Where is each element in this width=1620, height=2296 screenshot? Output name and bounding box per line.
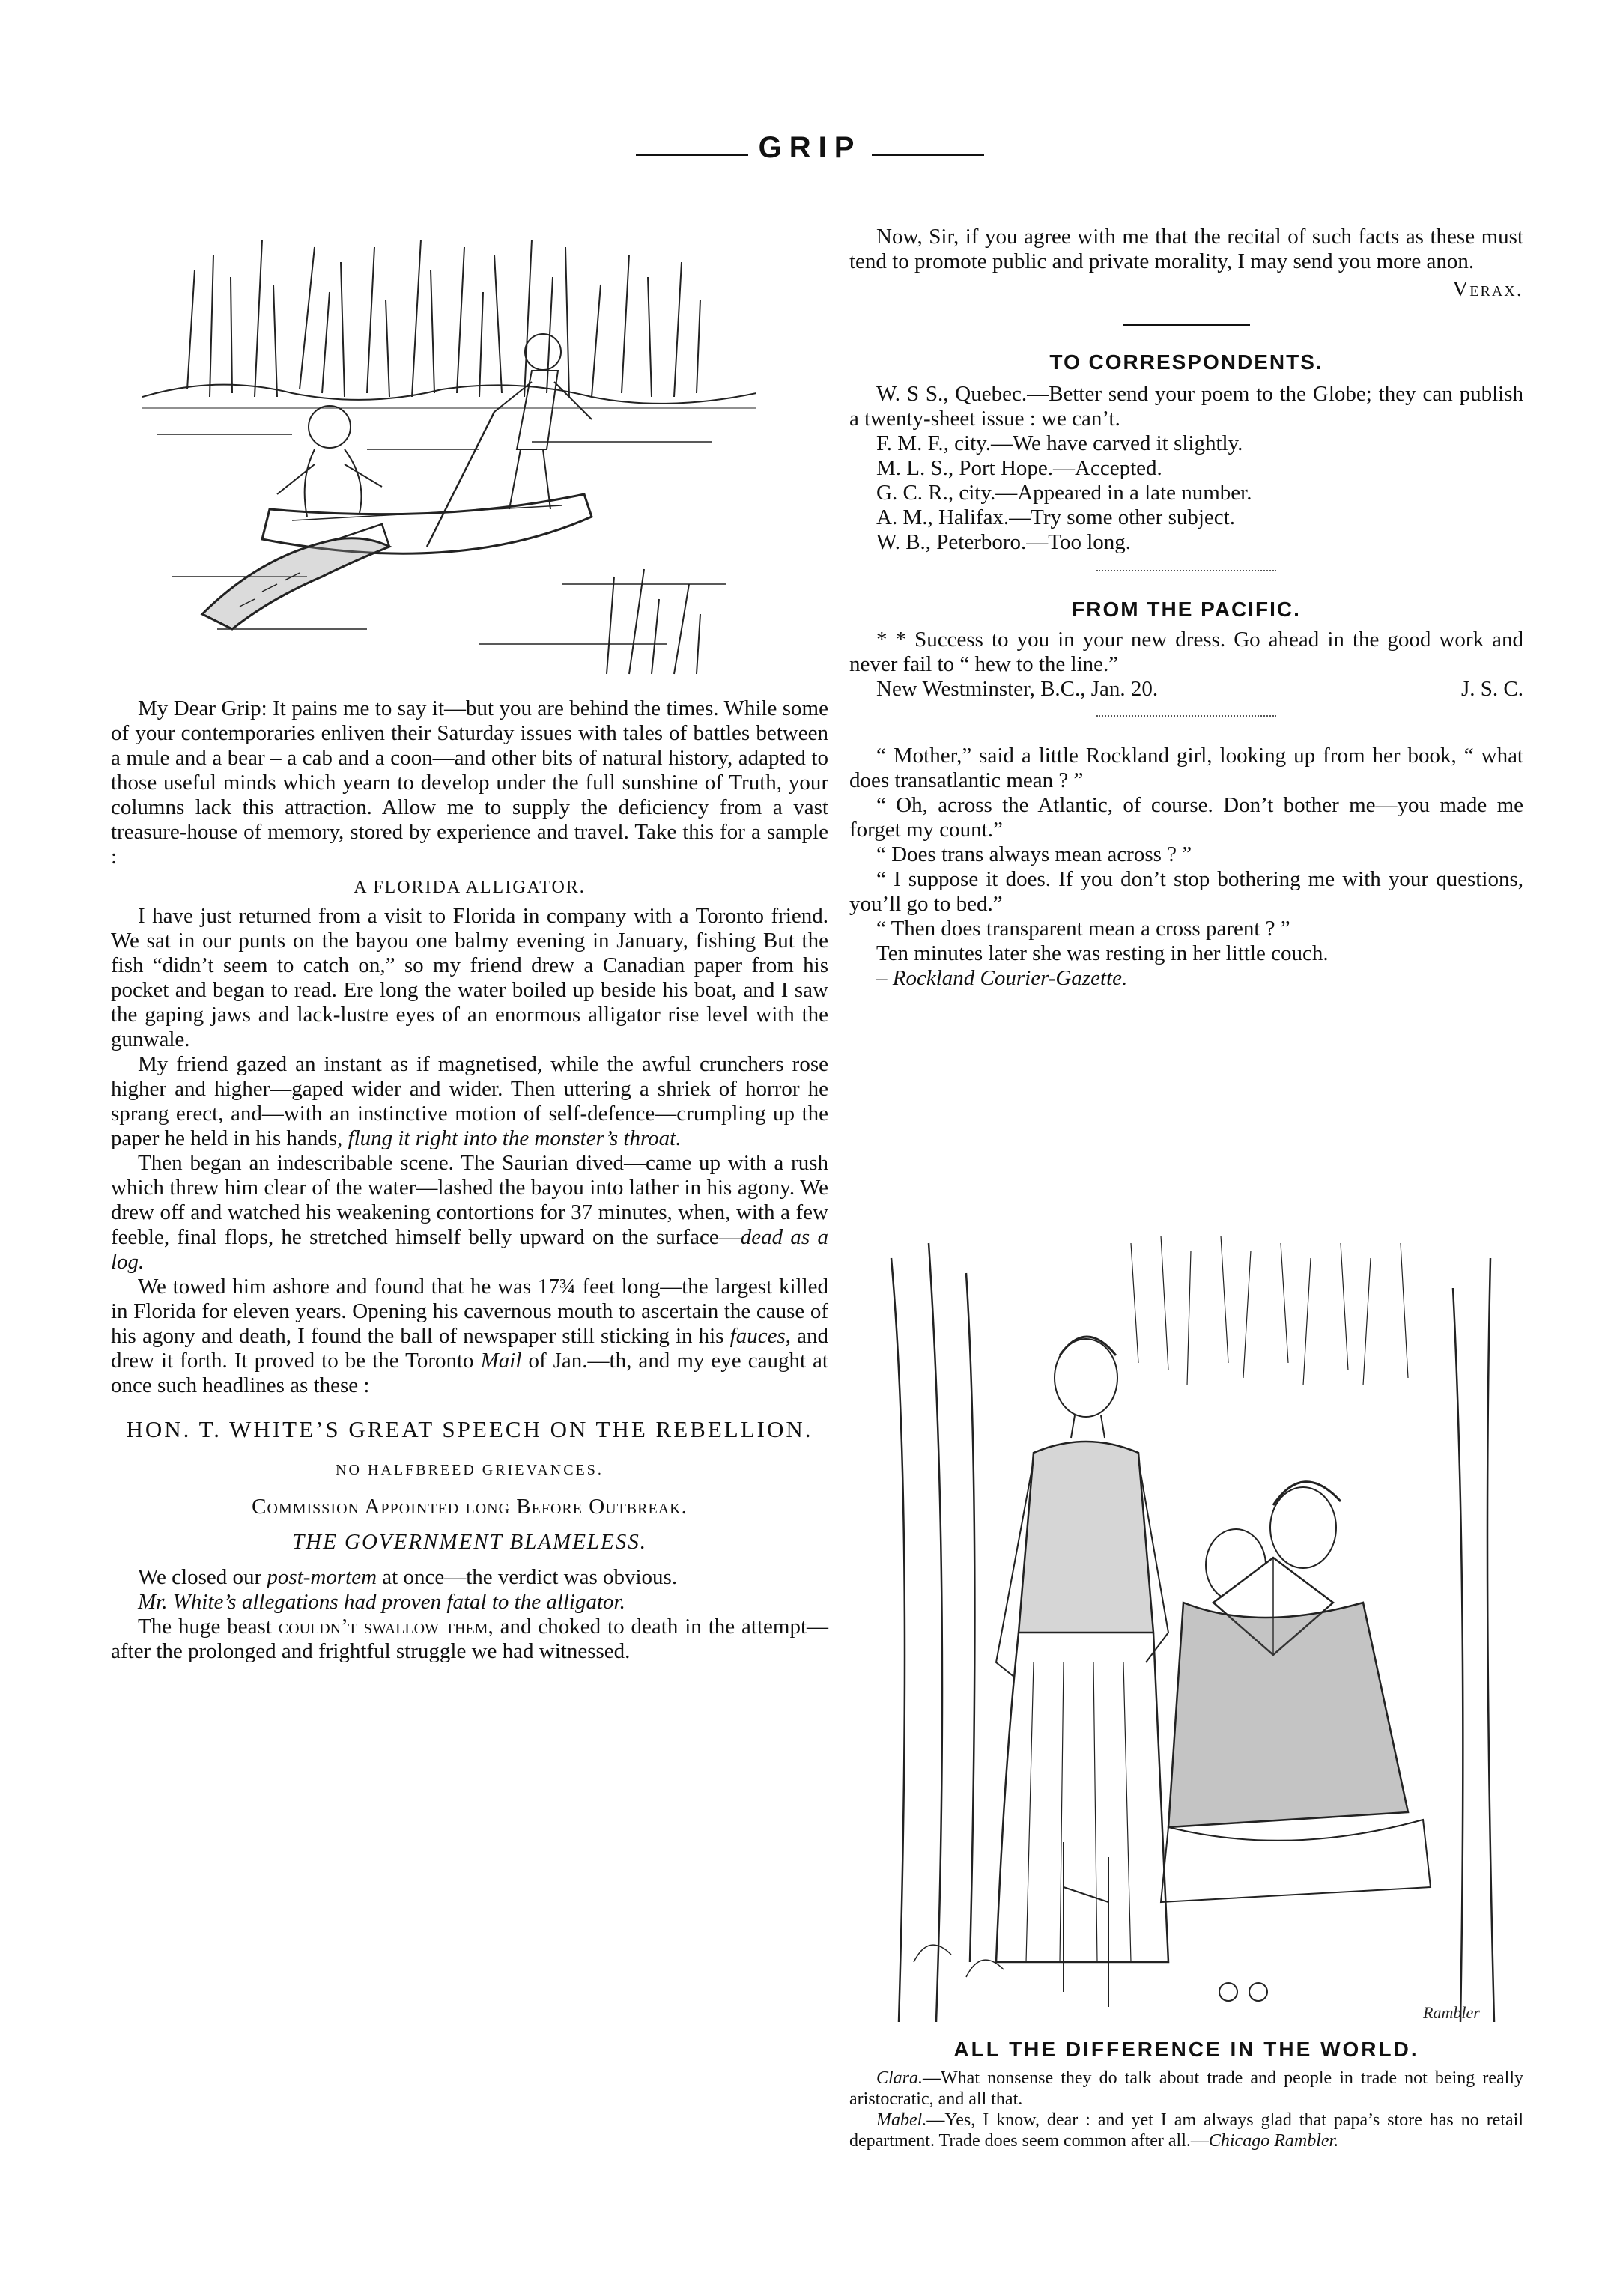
right-column — [849, 225, 1523, 991]
headline-4: THE GOVERNMENT BLAMELESS. — [292, 1530, 647, 1554]
mabel-source: Chicago Rambler. — [1208, 2131, 1339, 2151]
alligator-subhead: A FLORIDA ALLIGATOR. — [354, 878, 586, 897]
paragraph-5 — [111, 1565, 828, 1590]
paragraph-7-smallcaps: couldn’t swallow them — [278, 1615, 488, 1639]
paragraph-5-italic: post-mortem — [267, 1565, 377, 1589]
women-reading-illustration — [884, 1213, 1505, 2029]
paragraph-3-text: Then began an indescribable scene. The Saurian dived—came up with a rush which threw him clear of the water—lashed the bayou into lather in his agony. We drew off and watched his weakening contortions for 37 minutes, when, with a few feeble, final flops, he stretched himself belly upward on the surface— — [111, 1151, 828, 1249]
headline-1: HON. T. WHITE’S GREAT SPEECH ON THE REBELLION. — [126, 1416, 813, 1442]
paragraph-4-italic-mail: Mail — [480, 1349, 522, 1373]
masthead-rule-left — [636, 154, 748, 156]
pacific-heading: FROM THE PACIFIC. — [1072, 598, 1301, 621]
paragraph-4-mid: , and drew it forth. It proved to be the Toronto — [111, 1324, 829, 1373]
mother-3: “ Does trans always mean across ? ” — [876, 842, 1192, 866]
mother-1: “ Mother,” said a little Rockland girl, looking up from her book, “ what does transatlantic mean ? ” — [849, 744, 1523, 792]
mother-5: “ Then does transparent mean a cross parent ? ” — [876, 917, 1290, 941]
correspondents-heading: TO CORRESPONDENTS. — [1049, 350, 1323, 374]
correspondent-1: W. S S., Quebec.—Better send your poem to the Globe; they can publish a twenty-sheet issue : we can’t. — [849, 382, 1523, 431]
correspondent-5: A. M., Halifax.—Try some other subject. — [876, 505, 1235, 529]
paragraph-4 — [111, 1275, 828, 1398]
paragraph-2-italic: flung it right into the monster’s throat. — [348, 1126, 682, 1150]
letter-intro: My Dear Grip: It pains me to say it—but you are behind the times. While some of your contemporaries enliven their Saturday issues with tales of battles between a mule and a bear – a cab and a coon—and other bits of natural history, adapted to those useful minds which yearn to develop under the full sunshine of Truth, your columns lack this attraction. Allow me to supply the deficiency from a vast treasure-house of memory, stored by experience and travel. Take this for a sample : — [111, 696, 828, 869]
divider-3 — [1096, 715, 1276, 717]
correspondent-6: W. B., Peterboro.—Too long. — [876, 530, 1132, 554]
paragraph-5-end: at once—the verdict was obvious. — [382, 1565, 678, 1589]
paragraph-7-text: The huge beast — [138, 1615, 272, 1639]
divider-2 — [1096, 570, 1276, 571]
pacific-text: * * Success to you in your new dress. Go ahead in the good work and never fail to “ hew to the line.” — [849, 628, 1523, 676]
illustration-caption: ALL THE DIFFERENCE IN THE WORLD. — [953, 2038, 1419, 2061]
correspondent-2: F. M. F., city.—We have carved it slightly. — [876, 431, 1243, 455]
correspondent-3: M. L. S., Port Hope.—Accepted. — [876, 456, 1162, 480]
caption-block — [849, 2037, 1523, 2151]
masthead-title: GRIP — [758, 131, 862, 164]
paragraph-7-end: , and choked to death in the attempt—after the prolonged and frightful struggle we had witnessed. — [111, 1615, 829, 1663]
paragraph-5-text: We closed our — [138, 1565, 262, 1589]
paragraph-2-text: My friend gazed an instant as if magnetised, while the awful crunchers rose higher and higher—gaped wider and wider. Then uttering a shriek of horror he sprang erect, and—with an instinctive motion of self-defence—crumpling up the paper he held in his hands, — [111, 1052, 828, 1150]
mabel-text: —Yes, I know, dear : and yet I am always glad that papa’s store has no retail department. Trade does seem common after all.— — [849, 2110, 1523, 2151]
pacific-place: New Westminster, B.C., Jan. 20. — [876, 677, 1159, 701]
masthead — [0, 131, 1620, 165]
mother-6: Ten minutes later she was resting in her little couch. — [876, 941, 1329, 965]
pacific-dateline — [849, 677, 1523, 702]
artist-signature: Rambler — [1423, 2003, 1480, 2022]
paragraph-3 — [111, 1151, 828, 1275]
alligator-illustration — [142, 225, 756, 689]
clara-name: Clara. — [876, 2068, 923, 2088]
mother-4: “ I suppose it does. If you don’t stop bothering me with your questions, you’ll go to bed.” — [849, 867, 1523, 916]
mother-source: – Rockland Courier-Gazette. — [876, 966, 1128, 990]
pacific-signature: J. S. C. — [1460, 677, 1523, 701]
mabel-name: Mabel. — [876, 2110, 927, 2130]
paragraph-2 — [111, 1052, 828, 1151]
headline-3: Commission Appointed long Before Outbreak. — [252, 1495, 688, 1519]
mother-2: “ Oh, across the Atlantic, of course. Don’t bother me—you made me forget my count.” — [849, 793, 1523, 842]
paragraph-4-italic-fauces: fauces — [729, 1324, 786, 1348]
masthead-rule-right — [872, 154, 984, 156]
mabel-line — [849, 2110, 1523, 2151]
paragraph-6: Mr. White’s allegations had proven fatal to the alligator. — [138, 1590, 625, 1614]
paragraph-4-end: of Jan.—th, and my eye caught at once such headlines as these : — [111, 1349, 828, 1397]
verax-closing: Now, Sir, if you agree with me that the recital of such facts as these must tend to promote public and private morality, I may send you more anon. — [849, 225, 1523, 273]
paragraph-7 — [111, 1615, 828, 1664]
paragraph-1: I have just returned from a visit to Florida in company with a Toronto friend. We sat in our punts on the bayou one balmy evening in January, fishing But the fish “didn’t seem to catch on,” so my friend drew a Canadian paper from his pocket and began to read. Ere long the water boiled up beside his boat, and I saw the gaping jaws and lack-lustre eyes of an enormous alligator rise level with the gunwale. — [111, 904, 828, 1051]
clara-line — [849, 2068, 1523, 2110]
correspondent-4: G. C. R., city.—Appeared in a late number. — [876, 481, 1252, 505]
paragraph-3-italic: dead as a log. — [111, 1225, 828, 1274]
clara-text: —What nonsense they do talk about trade and people in trade not being really aristocratic, and all that. — [849, 2068, 1523, 2109]
headline-2: NO HALFBREED GRIEVANCES. — [336, 1462, 604, 1478]
verax-signature: Verax. — [1452, 277, 1523, 301]
divider-1 — [1123, 324, 1250, 326]
left-column — [111, 696, 828, 1664]
paragraph-4-text: We towed him ashore and found that he was 17¾ feet long—the largest killed in Florida for eleven years. Opening his cavernous mouth to ascertain the cause of his agony and death, I found the ball of newspaper still sticking in his — [111, 1275, 828, 1348]
